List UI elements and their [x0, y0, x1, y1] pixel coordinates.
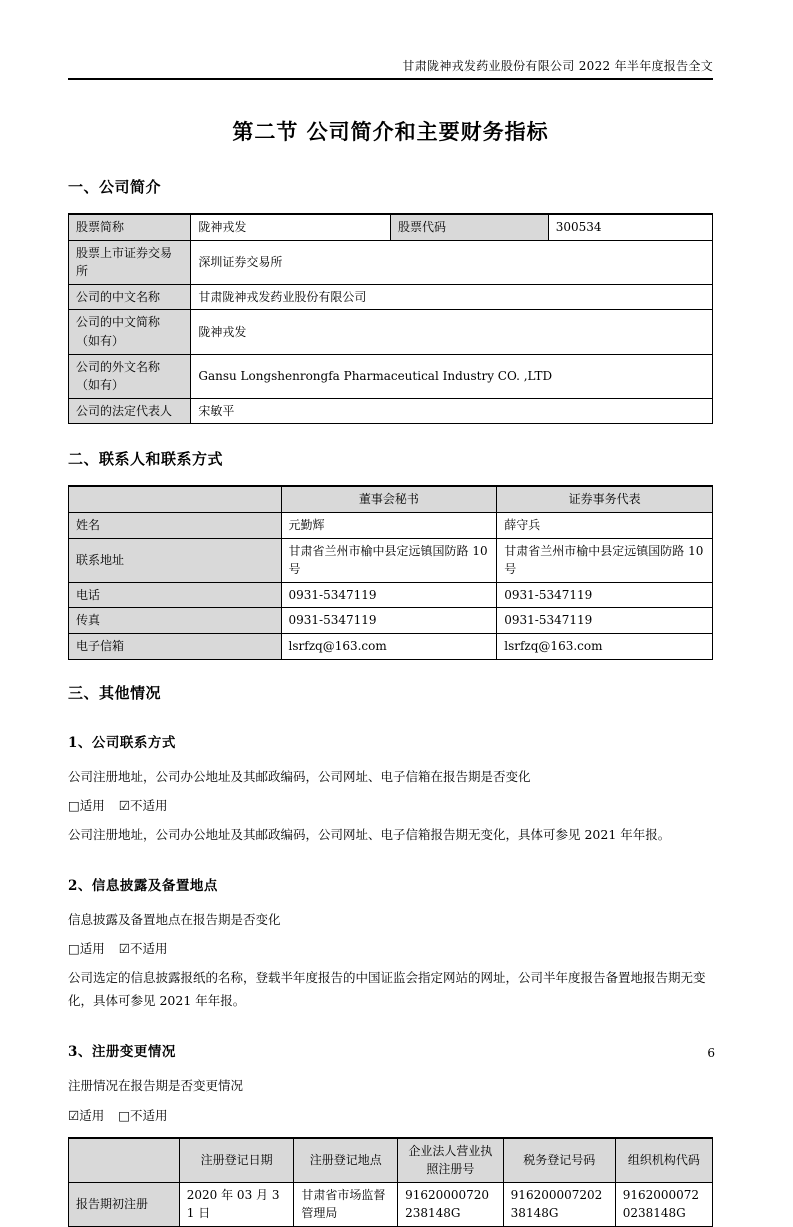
table-row	[69, 582, 713, 608]
cell-label: 公司的法定代表人	[69, 398, 191, 424]
sub2-answer: 公司选定的信息披露报纸的名称，登载半年度报告的中国证监会指定网站的网址，公司半年度报告备置地报告期无变化，具体可参见 2021 年年报。	[68, 970, 706, 1009]
checkbox-applicable: □适用	[68, 797, 105, 813]
cell-value: 0931-5347119	[281, 608, 497, 634]
cell-value: lsrfzq@163.com	[497, 633, 713, 659]
table-row	[69, 538, 713, 582]
cell-value: 宋敏平	[191, 398, 713, 424]
page-content	[68, 0, 713, 1227]
cell-stock-code-label: 股票代码	[390, 214, 548, 240]
sub2-heading: 2、信息披露及备置地点	[68, 877, 218, 894]
checkbox-not-applicable: □不适用	[118, 1107, 168, 1123]
cell-label: 公司的中文简称（如有）	[69, 310, 191, 354]
table-row	[69, 214, 713, 240]
page-number: 6	[707, 1046, 715, 1060]
sub1-question: 公司注册地址，公司办公地址及其邮政编码，公司网址、电子信箱在报告期是否变化	[68, 768, 531, 784]
cell-value: 薛守兵	[497, 512, 713, 538]
table-header-row	[69, 1138, 713, 1183]
table-row	[69, 284, 713, 310]
cell-label: 电子信箱	[69, 633, 282, 659]
cell-business-license-header: 企业法人营业执照注册号	[398, 1138, 504, 1183]
cell-stock-code-value: 300534	[548, 214, 712, 240]
cell-value: 陇神戎发	[191, 310, 713, 354]
sub2-checkbox-line	[68, 937, 713, 960]
section1-heading: 一、公司简介	[68, 178, 162, 196]
cell-org-code-header: 组织机构代码	[615, 1138, 712, 1183]
sub1-answer: 公司注册地址，公司办公地址及其邮政编码，公司网址、电子信箱报告期无变化，具体可参见 2021 年年报。	[68, 826, 671, 842]
cell-board-secretary-header: 董事会秘书	[281, 486, 497, 512]
cell-empty-header	[69, 486, 282, 512]
cell-value: 元勤辉	[281, 512, 497, 538]
registration-change-table	[68, 1137, 713, 1227]
cell-stock-abbr-label: 股票简称	[69, 214, 191, 240]
cell-value: 甘肃陇神戎发药业股份有限公司	[191, 284, 713, 310]
cell-value: 0931-5347119	[497, 608, 713, 634]
cell-label: 传真	[69, 608, 282, 634]
table-row	[69, 398, 713, 424]
cell-label: 联系地址	[69, 538, 282, 582]
cell-org-code: 91620000720238148G	[615, 1182, 712, 1226]
cell-business-license: 91620000720238148G	[398, 1182, 504, 1226]
cell-reg-place-header: 注册登记地点	[294, 1138, 398, 1183]
cell-reg-date-header: 注册登记日期	[179, 1138, 294, 1183]
sub1-checkbox-line	[68, 794, 713, 817]
sub3-checkbox-line	[68, 1104, 713, 1127]
table-row	[69, 608, 713, 634]
sub2-question: 信息披露及备置地点在报告期是否变化	[68, 911, 281, 927]
table-row	[69, 354, 713, 398]
sub1-heading: 1、公司联系方式	[68, 734, 176, 751]
cell-reg-place: 甘肃省市场监督管理局	[294, 1182, 398, 1226]
checkbox-applicable: ☑适用	[68, 1107, 105, 1123]
company-profile-table	[68, 213, 713, 424]
table-row	[69, 512, 713, 538]
checkbox-not-applicable: ☑不适用	[118, 797, 168, 813]
cell-value: lsrfzq@163.com	[281, 633, 497, 659]
cell-value: 甘肃省兰州市榆中县定远镇国防路 10 号	[497, 538, 713, 582]
section3-heading: 三、其他情况	[68, 683, 162, 702]
contacts-table	[68, 485, 713, 659]
cell-row-label: 报告期初注册	[69, 1182, 180, 1226]
cell-value: 0931-5347119	[497, 582, 713, 608]
cell-label: 股票上市证券交易所	[69, 240, 191, 284]
table-row	[69, 240, 713, 284]
sub3-question: 注册情况在报告期是否变更情况	[68, 1078, 244, 1094]
cell-value: 0931-5347119	[281, 582, 497, 608]
table-header-row	[69, 486, 713, 512]
checkbox-not-applicable: ☑不适用	[118, 941, 168, 956]
cell-reg-date: 2020 年 03 月 31 日	[179, 1182, 294, 1226]
cell-label: 公司的中文名称	[69, 284, 191, 310]
cell-value: Gansu Longshenrongfa Pharmaceutical Industry CO. ,LTD	[191, 354, 713, 398]
cell-value: 甘肃省兰州市榆中县定远镇国防路 10 号	[281, 538, 497, 582]
cell-securities-rep-header: 证券事务代表	[497, 486, 713, 512]
section2-heading: 二、联系人和联系方式	[68, 450, 224, 469]
page-title: 第二节 公司简介和主要财务指标	[232, 119, 549, 144]
running-header-text: 甘肃陇神戎发药业股份有限公司 2022 年半年度报告全文	[402, 59, 713, 73]
cell-tax-reg: 91620000720238148G	[503, 1182, 615, 1226]
running-header	[68, 57, 713, 80]
table-row	[69, 633, 713, 659]
checkbox-applicable: □适用	[68, 941, 105, 956]
cell-value: 深圳证券交易所	[191, 240, 713, 284]
cell-label: 公司的外文名称（如有）	[69, 354, 191, 398]
table-row	[69, 1182, 713, 1226]
sub3-heading: 3、注册变更情况	[68, 1044, 176, 1061]
table-row	[69, 310, 713, 354]
cell-label: 姓名	[69, 512, 282, 538]
cell-stock-abbr-value: 陇神戎发	[191, 214, 391, 240]
cell-tax-reg-header: 税务登记号码	[503, 1138, 615, 1183]
cell-empty-header	[69, 1138, 180, 1183]
cell-label: 电话	[69, 582, 282, 608]
